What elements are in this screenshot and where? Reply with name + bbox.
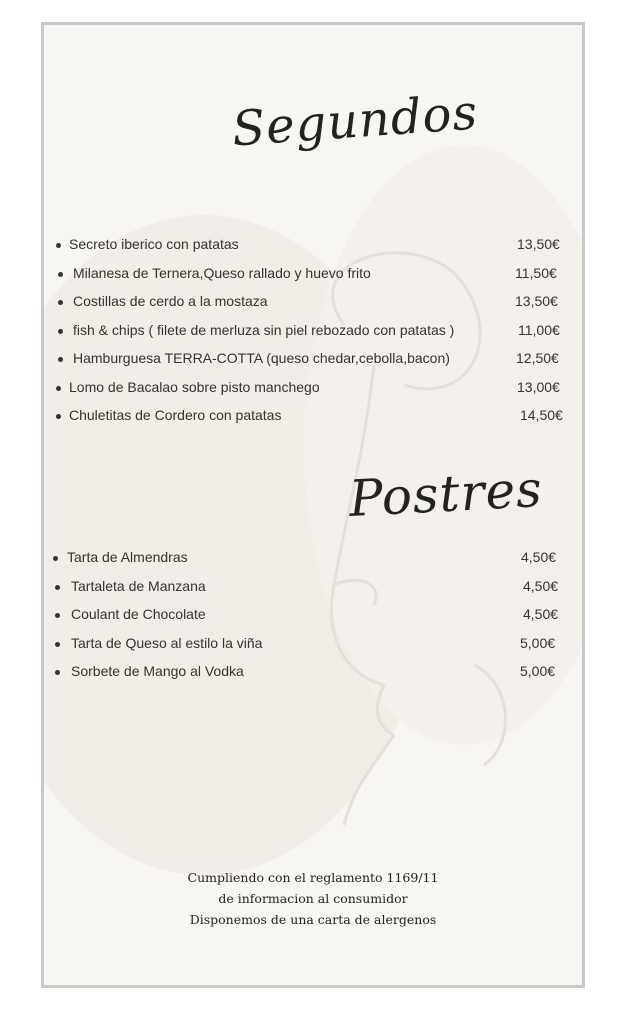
menu-item-price: 14,50€ <box>520 407 563 423</box>
menu-item-name: Coulant de Chocolate <box>71 606 206 622</box>
menu-item-name: Costillas de cerdo a la mostaza <box>73 293 268 309</box>
menu-item <box>44 265 582 287</box>
menu-item-name: Tartaleta de Manzana <box>71 578 206 594</box>
menu-item-name: Lomo de Bacalao sobre pisto manchego <box>69 379 320 395</box>
bullet-icon <box>58 329 63 334</box>
bullet-icon <box>56 386 61 391</box>
menu-item-price: 5,00€ <box>520 635 556 651</box>
menu-item <box>44 293 582 315</box>
bullet-icon <box>55 613 60 618</box>
menu-item-name: Hamburguesa TERRA-COTTA (queso chedar,cebolla,bacon) <box>73 350 450 366</box>
menu-item-price: 5,00€ <box>520 663 556 679</box>
bullet-icon <box>55 642 60 647</box>
bullet-icon <box>55 585 60 590</box>
menu-item <box>44 549 582 571</box>
menu-page <box>41 22 585 988</box>
bullet-icon <box>58 272 63 277</box>
menu-item-name: fish & chips ( filete de merluza sin piel rebozado con patatas ) <box>73 322 455 338</box>
bullet-icon <box>55 670 60 675</box>
bullet-icon <box>53 556 58 561</box>
footer-line-3: Disponemos de una carta de alergenos <box>189 912 437 927</box>
menu-item-name: Tarta de Queso al estilo la viña <box>71 635 263 651</box>
menu-item-price: 4,50€ <box>523 606 559 622</box>
bullet-icon <box>58 357 63 362</box>
menu-item-price: 4,50€ <box>523 578 559 594</box>
menu-item <box>44 407 582 429</box>
menu-item <box>44 606 582 628</box>
bullet-icon <box>56 414 61 419</box>
section-title-postres: Postres <box>347 459 545 529</box>
menu-item-price: 12,50€ <box>516 350 559 366</box>
menu-item-name: Sorbete de Mango al Vodka <box>71 663 244 679</box>
bullet-icon <box>58 300 63 305</box>
menu-item-price: 4,50€ <box>521 549 557 565</box>
allergen-notice <box>44 867 582 930</box>
menu-item <box>44 322 582 344</box>
menu-item-name: Secreto iberico con patatas <box>69 236 239 252</box>
menu-item <box>44 379 582 401</box>
menu-item-name: Tarta de Almendras <box>67 549 188 565</box>
footer-line-2: de informacion al consumidor <box>218 891 408 906</box>
footer-line-1: Cumpliendo con el reglamento 1169/11 <box>187 870 439 885</box>
menu-item-price: 13,50€ <box>517 236 560 252</box>
menu-item-name: Chuletitas de Cordero con patatas <box>69 407 282 423</box>
menu-item <box>44 635 582 657</box>
menu-item <box>44 578 582 600</box>
menu-item-price: 11,50€ <box>515 265 557 281</box>
bullet-icon <box>56 243 61 248</box>
menu-item-price: 13,50€ <box>515 293 558 309</box>
menu-item-price: 13,00€ <box>517 379 560 395</box>
menu-item <box>44 663 582 685</box>
menu-item <box>44 236 582 258</box>
menu-item-price: 11,00€ <box>518 322 560 338</box>
menu-item <box>44 350 582 372</box>
section-title-segundos: Segundos <box>230 84 480 158</box>
menu-item-name: Milanesa de Ternera,Queso rallado y huevo frito <box>73 265 371 281</box>
